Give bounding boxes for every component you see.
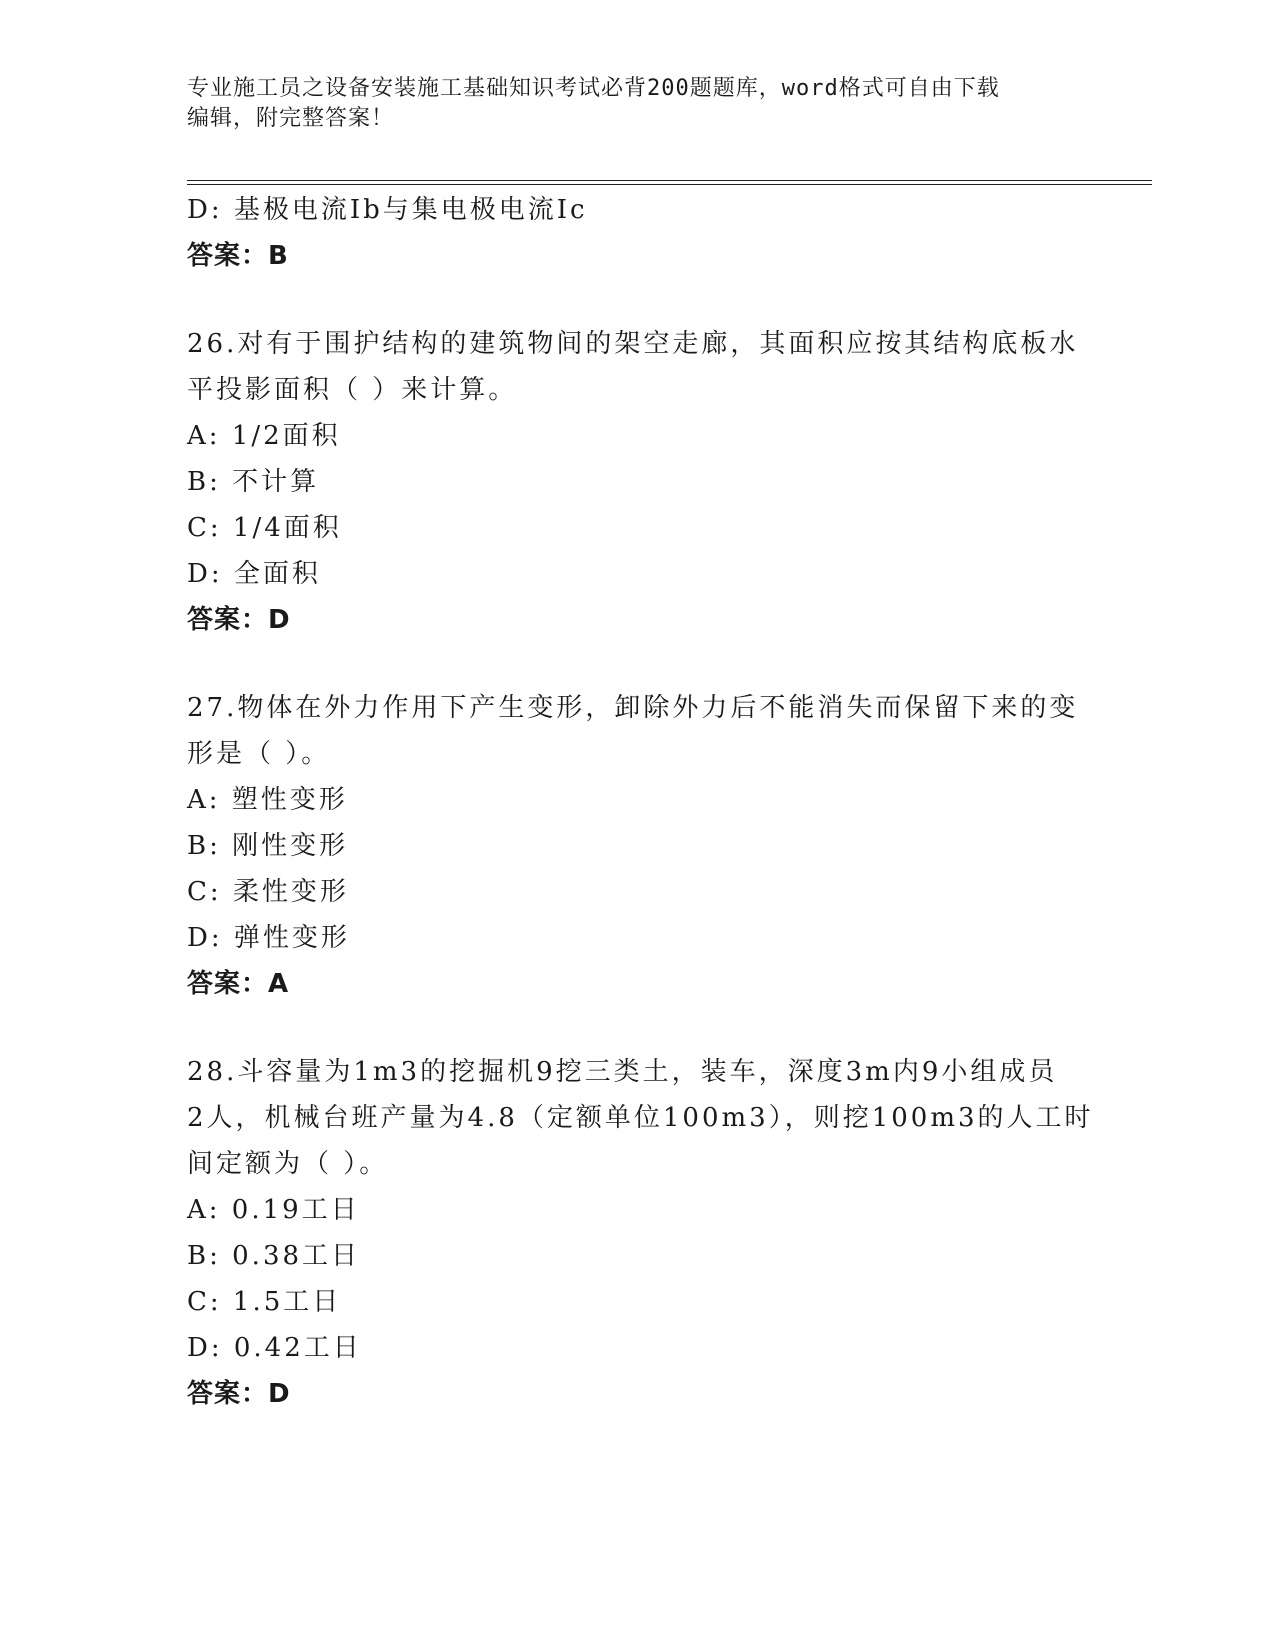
question-28 xyxy=(187,1049,1094,1417)
header-divider-bottom xyxy=(187,184,1152,185)
answer: 答案：A xyxy=(187,969,290,999)
option-a: A: 1/2面积 xyxy=(187,421,341,451)
option-a: A: 0.19工日 xyxy=(187,1195,360,1225)
question-text-line: 28.斗容量为1m3的挖掘机9挖三类土，装车，深度3m内9小组成员 xyxy=(187,1057,1058,1087)
option-a: A: 塑性变形 xyxy=(187,785,348,815)
option-c: C: 1/4面积 xyxy=(187,513,342,543)
question-text-line: 2人，机械台班产量为4.8（定额单位100m3），则挖100m3的人工时 xyxy=(187,1103,1094,1133)
spacer xyxy=(187,1007,1087,1049)
header-line-2: 编辑，附完整答案！ xyxy=(187,106,395,131)
option-d: D: 弹性变形 xyxy=(187,923,350,953)
option-c: C: 1.5工日 xyxy=(187,1287,342,1317)
option-b: B: 刚性变形 xyxy=(187,831,349,861)
option-d: D: 0.42工日 xyxy=(187,1333,362,1363)
option-b: B: 0.38工日 xyxy=(187,1241,361,1271)
question-27 xyxy=(187,685,1087,1007)
answer: 答案：B xyxy=(187,241,289,271)
document-body xyxy=(187,187,1094,1417)
question-text-line: 平投影面积（ ）来计算。 xyxy=(187,375,518,405)
option-c: C: 柔性变形 xyxy=(187,877,349,907)
question-text-line: 间定额为（ ）。 xyxy=(187,1149,389,1179)
answer: 答案：D xyxy=(187,1379,291,1409)
document-header xyxy=(187,74,1077,134)
option-d: D: 基极电流Ib与集电极电流Ic xyxy=(187,195,588,225)
header-divider-top xyxy=(187,180,1152,181)
spacer xyxy=(187,643,1087,685)
question-26 xyxy=(187,321,1087,643)
question-text-line: 形是（ ）。 xyxy=(187,739,331,769)
header-line-1: 专业施工员之设备安装施工基础知识考试必背200题题库，word格式可自由下载 xyxy=(187,76,1000,101)
question-text-line: 27.物体在外力作用下产生变形，卸除外力后不能消失而保留下来的变 xyxy=(187,693,1079,723)
option-d: D: 全面积 xyxy=(187,559,321,589)
option-b: B: 不计算 xyxy=(187,467,320,497)
spacer xyxy=(187,279,1087,321)
question-text-line: 26.对有于围护结构的建筑物间的架空走廊，其面积应按其结构底板水 xyxy=(187,329,1079,359)
answer: 答案：D xyxy=(187,605,291,635)
